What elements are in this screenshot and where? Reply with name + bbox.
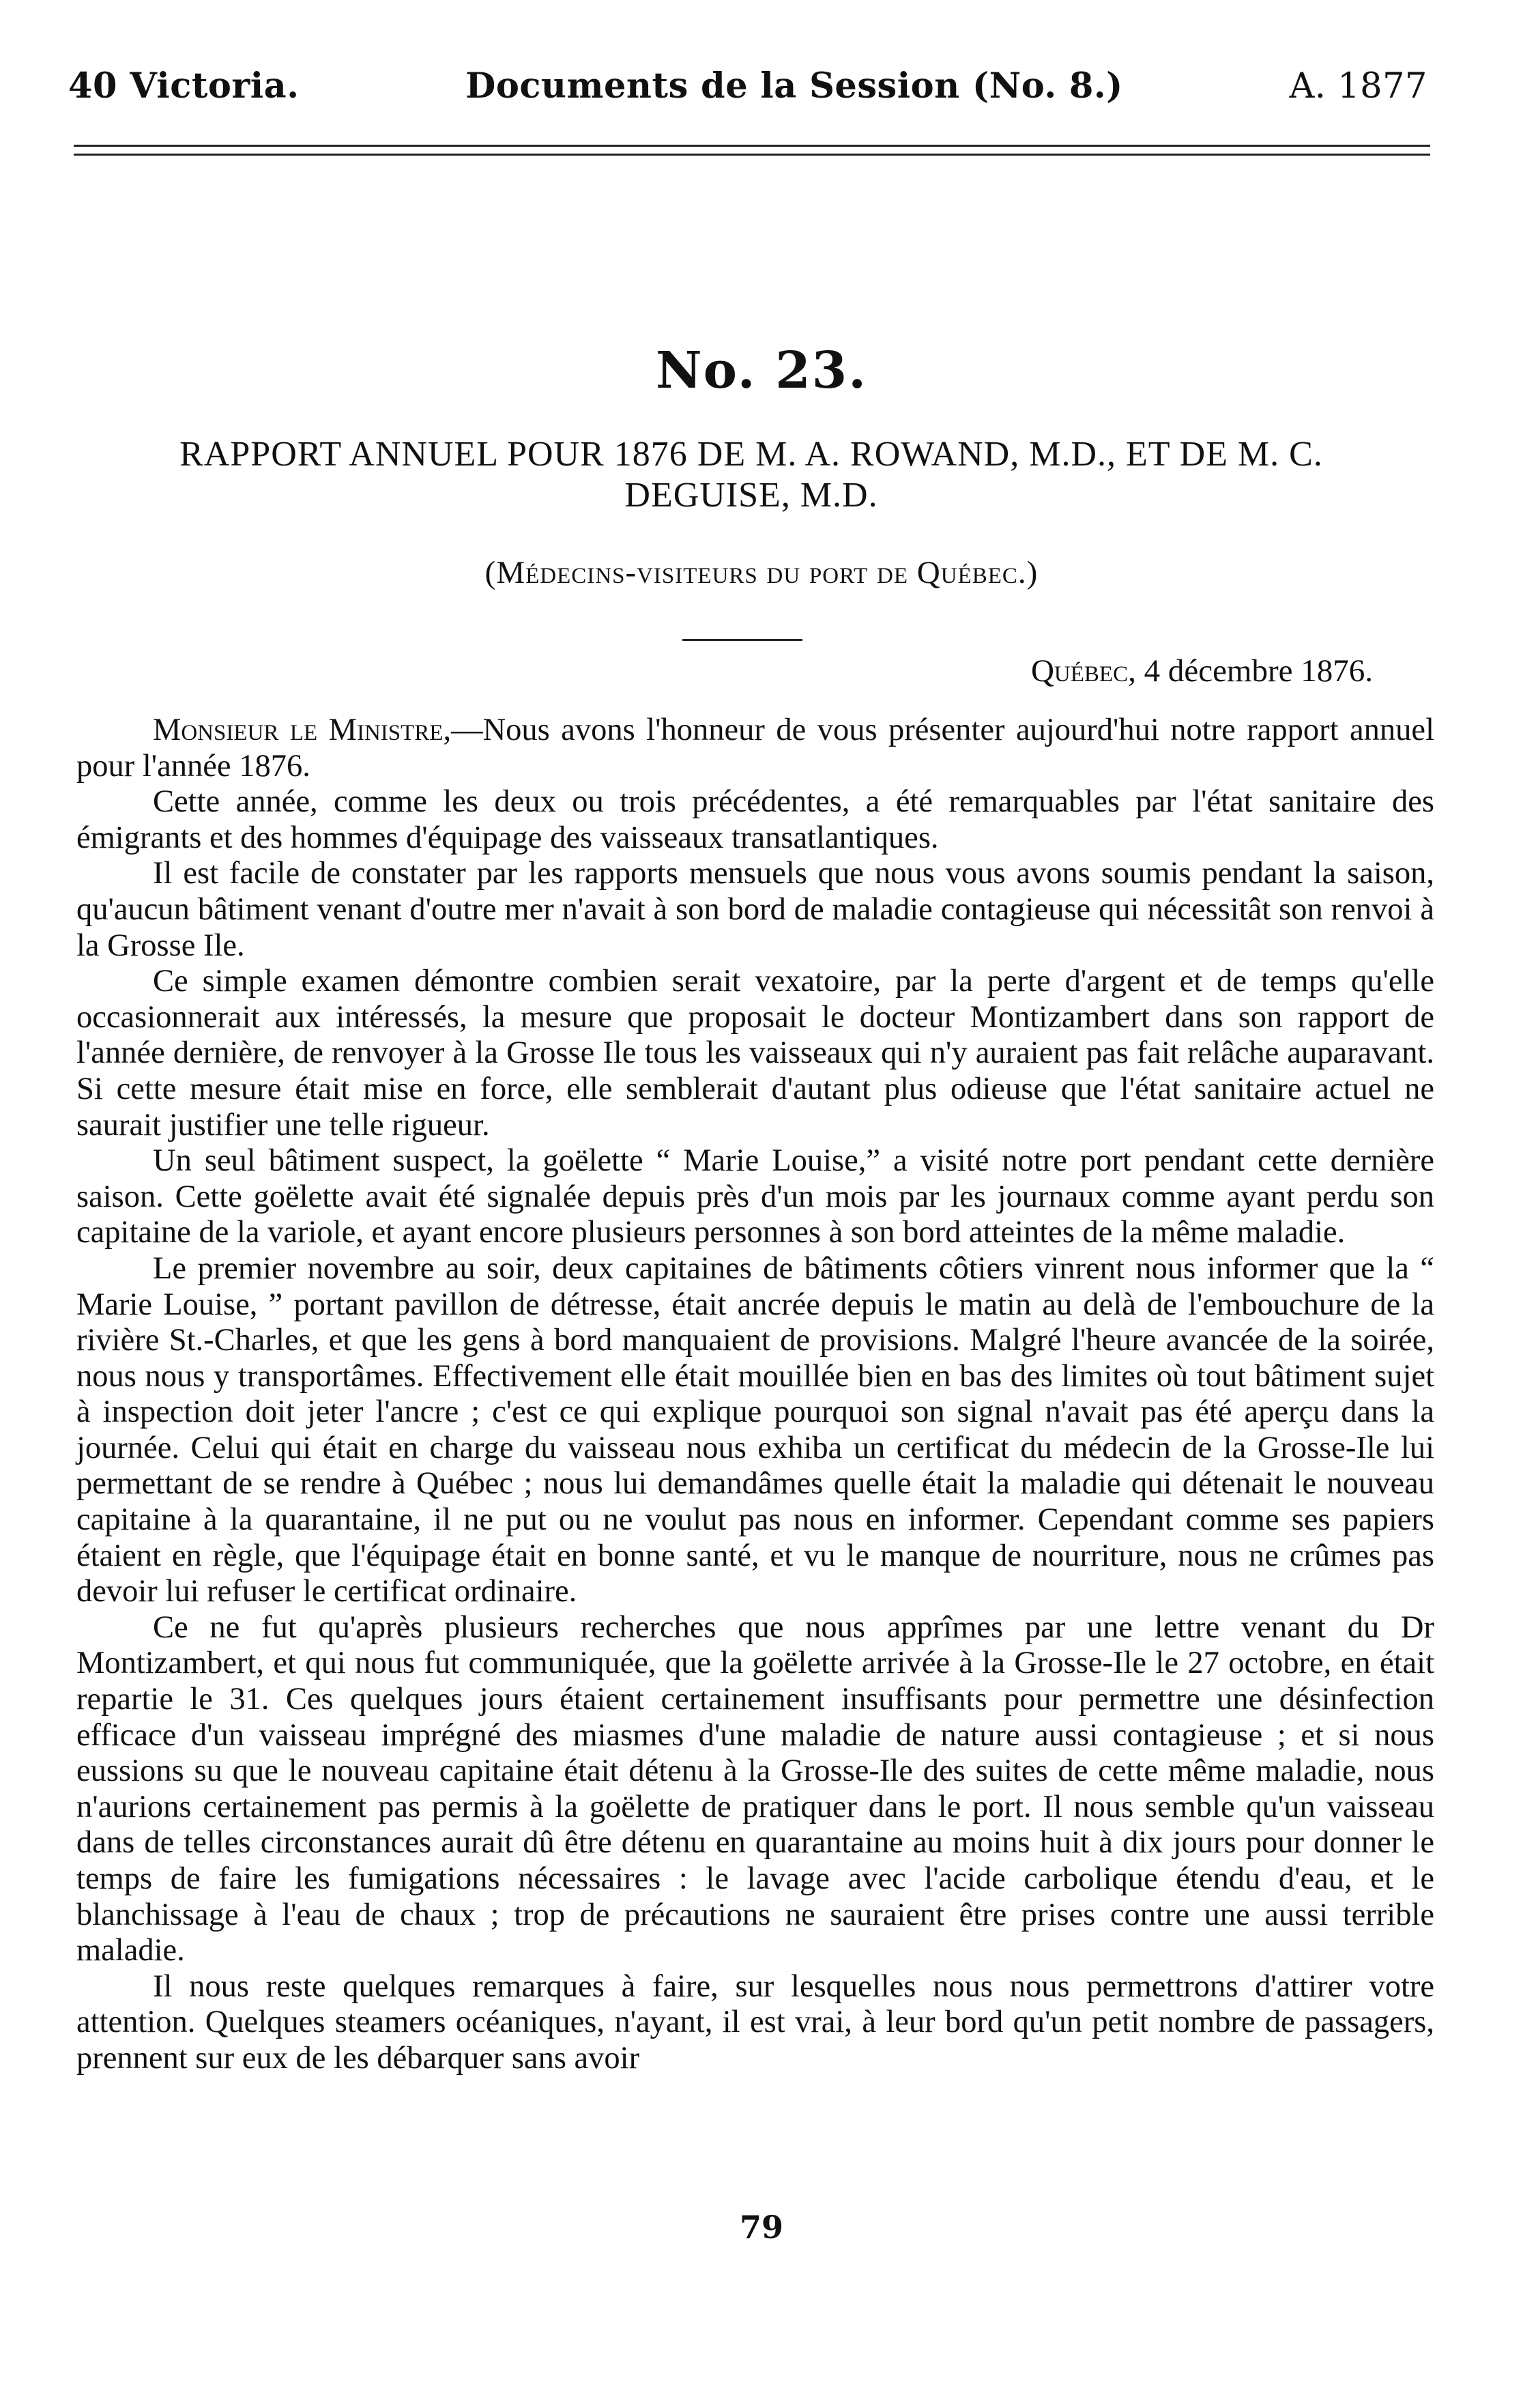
running-head xyxy=(68,66,1427,120)
dateline-place: Québec xyxy=(1030,653,1129,689)
paragraph-3: Il est facile de constater par les rapports mensuels que nous vous avons soumis pendant la saison, qu'aucun bâtiment venant d'outre mer n'avait à son bord de maladie contagieuse qui nécessitât son renvoi à la Grosse Ile. xyxy=(76,856,1434,963)
paragraph-8: Il nous reste quelques remarques à faire, sur lesquelles nous nous permettrons d'attirer votre attention. Quelques steamers océaniques, n'ayant, il est vrai, à leur bord qu'un petit nombre de passagers, prennent sur eux de les débarquer sans avoir xyxy=(76,1968,1434,2076)
salutation: Monsieur le Ministre, xyxy=(153,713,452,747)
double-rule xyxy=(74,145,1430,156)
running-head-year: A. 1877 xyxy=(1289,66,1427,106)
document-title-line-1: RAPPORT ANNUEL POUR 1876 DE M. A. ROWAND, M.D., ET DE M. C. xyxy=(179,435,1323,474)
letter-body xyxy=(76,713,1434,2077)
section-divider xyxy=(682,639,802,641)
paragraph-6: Le premier novembre au soir, deux capitaines de bâtiments côtiers vinrent nous informer que la “ Marie Louise, ” portant pavillon de détresse, était ancrée depuis le matin au delà de l'embouchure de la rivière St.-Charles, et que les gens à bord manquaient de provisions. Malgré l'heure avancée de la soirée, nous nous y transportâmes. Effectivement elle était mouillée bien en bas des limites où tout bâtiment sujet à inspection doit jeter l'ancre ; c'est ce qui explique pourquoi son signal n'avait pas été aperçu dans la journée. Celui qui était en charge du vaisseau nous exhiba un certificat du médecin de la Grosse-Ile lui permettant de se rendre à Québec ; nous lui demandâmes quelle était la maladie qui détenait le nouveau capitaine à la quarantaine, il ne put ou ne voulut pas nous en informer. Cependant comme ses papiers étaient en règle, que l'équipage était en bonne santé, et vu le manque de nourriture, nous ne crûmes pas devoir lui refuser le certificat ordinaire. xyxy=(76,1250,1434,1609)
running-head-regnal-year: 40 Victoria. xyxy=(68,66,300,106)
paragraph-2: Cette année, comme les deux ou trois précédentes, a été remarquables par l'état sanitaire des émigrants et des hommes d'équipage des vaisseaux transatlantiques. xyxy=(76,784,1434,855)
page-number: 79 xyxy=(739,2209,783,2246)
document-title xyxy=(68,434,1434,516)
paragraph-1-text: —Nous avons l'honneur de vous présenter aujourd'hui notre rapport annuel pour l'année 1876. xyxy=(76,713,1434,784)
dateline xyxy=(1031,653,1373,689)
document-title-line-2: DEGUISE, M.D. xyxy=(624,476,878,515)
running-head-session-title: Documents de la Session (No. 8.) xyxy=(465,66,1123,106)
paragraph-4: Ce simple examen démontre combien serait vexatoire, par la perte d'argent et de temps qu'elle occasionnerait aux intéressés, la mesure que proposait le docteur Montizambert dans son rapport de l'année dernière, de renvoyer à la Grosse Ile tous les vaisseaux qui n'y auraient pas fait relâche auparavant. Si cette mesure était mise en force, elle semblerait d'autant plus odieuse que l'état sanitaire actuel ne saurait justifier une telle rigueur. xyxy=(76,964,1434,1143)
dateline-date: , 4 décembre 1876. xyxy=(1128,653,1373,689)
document-number: No. 23. xyxy=(656,341,867,400)
paragraph-7: Ce ne fut qu'après plusieurs recherches que nous apprîmes par une lettre venant du Dr Montizambert, et qui nous fut communiquée, que la goëlette arrivée à la Grosse-Ile le 27 octobre, en était repartie le 31. Ces quelques jours étaient certainement insuffisants pour permettre une désinfection efficace d'un vaisseau imprégné des miasmes d'une maladie de nature aussi contagieuse ; et si nous eussions su que le nouveau capitaine était détenu à la Grosse-Ile des suites de cette même maladie, nous n'aurions certainement pas permis à la goëlette de pratiquer dans le port. Il nous semble qu'un vaisseau dans de telles circonstances aurait dû être détenu en quarantaine au moins huit à dix jours pour donner le temps de faire les fumigations nécessaires : le lavage avec l'acide carbolique étendu d'eau, et le blanchissage à l'eau de chaux ; trop de précautions ne sauraient être prises contre une aussi terrible maladie. xyxy=(76,1609,1434,1968)
paragraph-1 xyxy=(76,713,1434,784)
document-subtitle: (Médecins-visiteurs du port de Québec.) xyxy=(484,555,1039,590)
paragraph-5: Un seul bâtiment suspect, la goëlette “ Marie Louise,” a visité notre port pendant cette dernière saison. Cette goëlette avait été signalée depuis près d'un mois par les journaux comme ayant perdu son capitaine de la variole, et ayant encore plusieurs personnes à son bord atteintes de la même maladie. xyxy=(76,1143,1434,1250)
